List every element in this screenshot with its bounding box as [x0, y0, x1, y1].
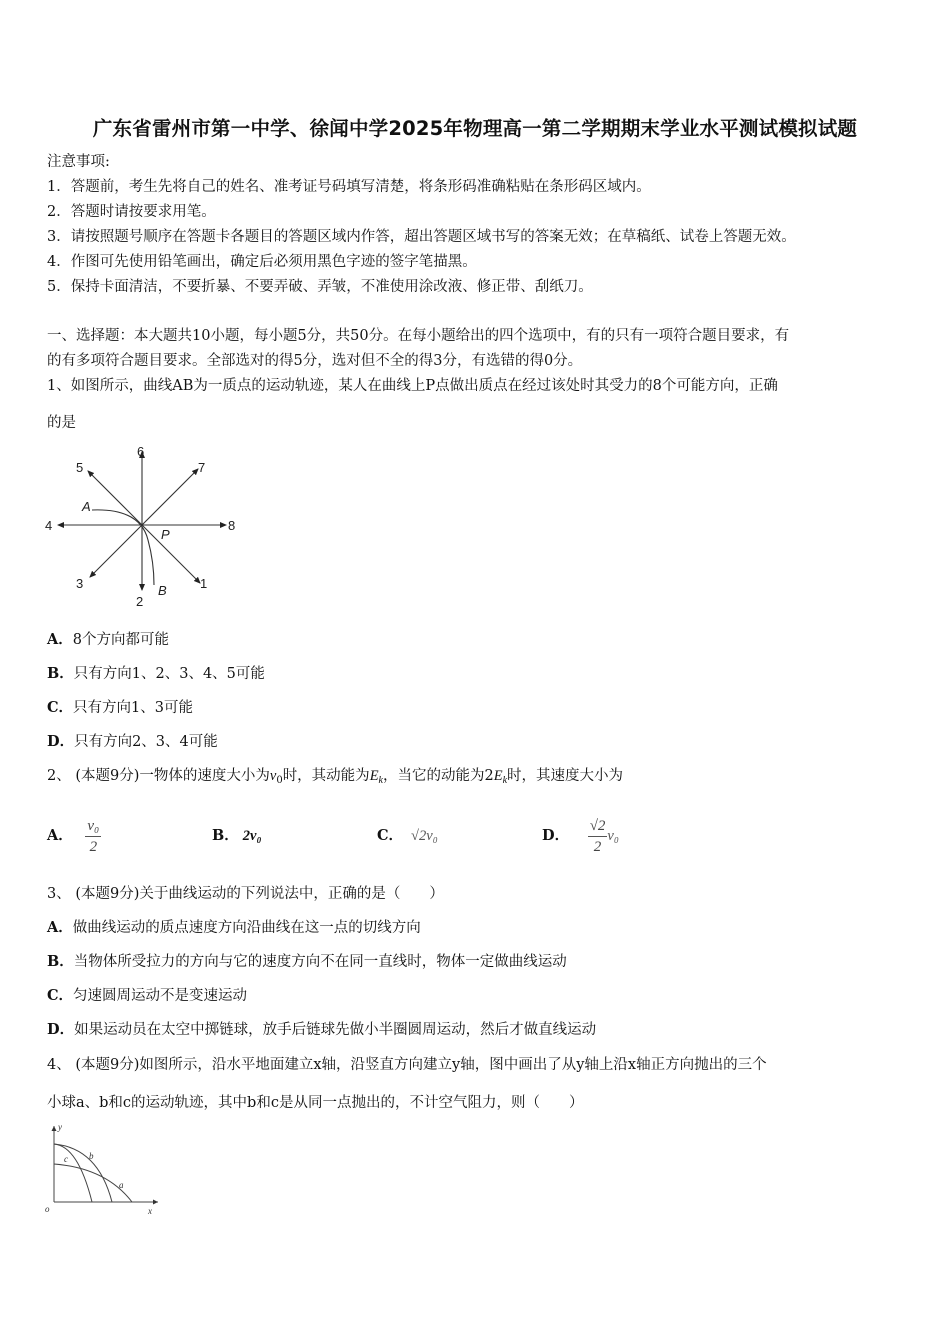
label-o: o — [45, 1204, 50, 1214]
q4-projectile-figure — [40, 1122, 170, 1217]
label-1: 1 — [200, 576, 208, 591]
q2-option-a[interactable]: A． $\frac{\text{v₀}}{2}$ — [47, 817, 100, 855]
q1-stem: 1、如图所示，曲线AB为一质点的运动轨迹，某人在曲线上P点做出质点在经过该处时其受力的8个可能方向，正确 — [47, 378, 778, 394]
q3-option-c[interactable]: C．匀速圆周运动不是变速运动 — [47, 987, 248, 1004]
label-c: c — [64, 1154, 68, 1164]
label-3: 3 — [76, 576, 84, 591]
notice-item: 1．答题前，考生先将自己的姓名、准考证号码填写清楚，将条形码准确粘贴在条形码区域内。 — [47, 179, 651, 195]
q3-stem: 3、 (本题9分)关于曲线运动的下列说法中，正确的是（ ） — [47, 886, 444, 902]
q1-option-b[interactable]: B．只有方向1、2、3、4、5可能 — [47, 665, 265, 682]
trajectory-curve-ab — [92, 510, 154, 585]
label-x: x — [148, 1206, 152, 1216]
label-6: 6 — [137, 444, 145, 459]
notice-item: 5．保持卡面清洁，不要折暴、不要弄破、弄皱，不准使用涂改液、修正带、刮纸刀。 — [47, 279, 593, 295]
q3-option-b[interactable]: B．当物体所受拉力的方向与它的速度方向不在同一直线时，物体一定做曲线运动 — [47, 953, 567, 970]
notice-item: 3．请按照题号顺序在答题卡各题目的答题区域内作答，超出答题区域书写的答案无效；在草稿纸、试卷上答题无效。 — [47, 229, 796, 245]
notice-heading: 注意事项: — [47, 154, 110, 170]
label-a: a — [119, 1180, 124, 1190]
q1-stem-cont: 的是 — [47, 415, 76, 431]
label-p: P — [161, 527, 170, 542]
q4-stem-cont: 小球a、b和c的运动轨迹，其中b和c是从同一点抛出的，不计空气阻力，则（ ） — [47, 1095, 584, 1111]
q1-force-direction-figure — [40, 440, 250, 615]
label-4: 4 — [45, 518, 53, 533]
q2-option-b[interactable]: B． 2v₀ — [212, 827, 262, 844]
label-8: 8 — [228, 518, 236, 533]
label-b: b — [89, 1151, 94, 1161]
q3-option-a[interactable]: A．做曲线运动的质点速度方向沿曲线在这一点的切线方向 — [47, 919, 421, 936]
label-a: A — [82, 499, 91, 514]
notice-item: 4．作图可先使用铅笔画出，确定后必须用黑色字迹的签字笔描黑。 — [47, 254, 477, 270]
section-intro-cont: 的有多项符合题目要求。全部选对的得5分，选对但不全的得3分，有选错的得0分。 — [47, 353, 583, 369]
q2-option-d[interactable]: D． $\frac{√2}{2}$ v₀ — [542, 817, 619, 855]
direction-arrow-3 — [90, 525, 142, 577]
q4-stem: 4、 (本题9分)如图所示，沿水平地面建立x轴，沿竖直方向建立y轴，图中画出了从y轴上沿x轴正方向抛出的三个 — [47, 1057, 767, 1073]
direction-arrow-7 — [142, 469, 198, 525]
q3-option-d[interactable]: D．如果运动员在太空中掷链球，放手后链球先做小半圈圆周运动，然后才做直线运动 — [47, 1021, 597, 1038]
q1-option-c[interactable]: C．只有方向1、3可能 — [47, 699, 193, 716]
section-intro: 一、选择题：本大题共10小题，每小题5分，共50分。在每小题给出的四个选项中，有的只有一项符合题目要求，有 — [47, 328, 790, 344]
q1-option-d[interactable]: D．只有方向2、3、4可能 — [47, 733, 218, 750]
label-7: 7 — [198, 460, 206, 475]
trajectory-c — [54, 1144, 92, 1202]
label-2: 2 — [136, 594, 144, 609]
notice-item: 2．答题时请按要求用笔。 — [47, 204, 216, 220]
q2-stem: 2、 (本题9分)一物体的速度大小为$v_0$时，其动能为$E_k$，当它的动能为$2E_k$时，其速度大小为 — [47, 768, 624, 786]
q1-option-a[interactable]: A．8个方向都可能 — [47, 631, 169, 648]
page-title: 广东省雷州市第一中学、徐闻中学2025年物理高一第二学期期末学业水平测试模拟试题 — [92, 117, 858, 140]
q2-option-c[interactable]: C． √2v₀ — [377, 827, 438, 844]
direction-arrow-5 — [88, 471, 142, 525]
label-b: B — [158, 583, 167, 598]
label-y: y — [58, 1122, 62, 1132]
label-5: 5 — [76, 460, 84, 475]
